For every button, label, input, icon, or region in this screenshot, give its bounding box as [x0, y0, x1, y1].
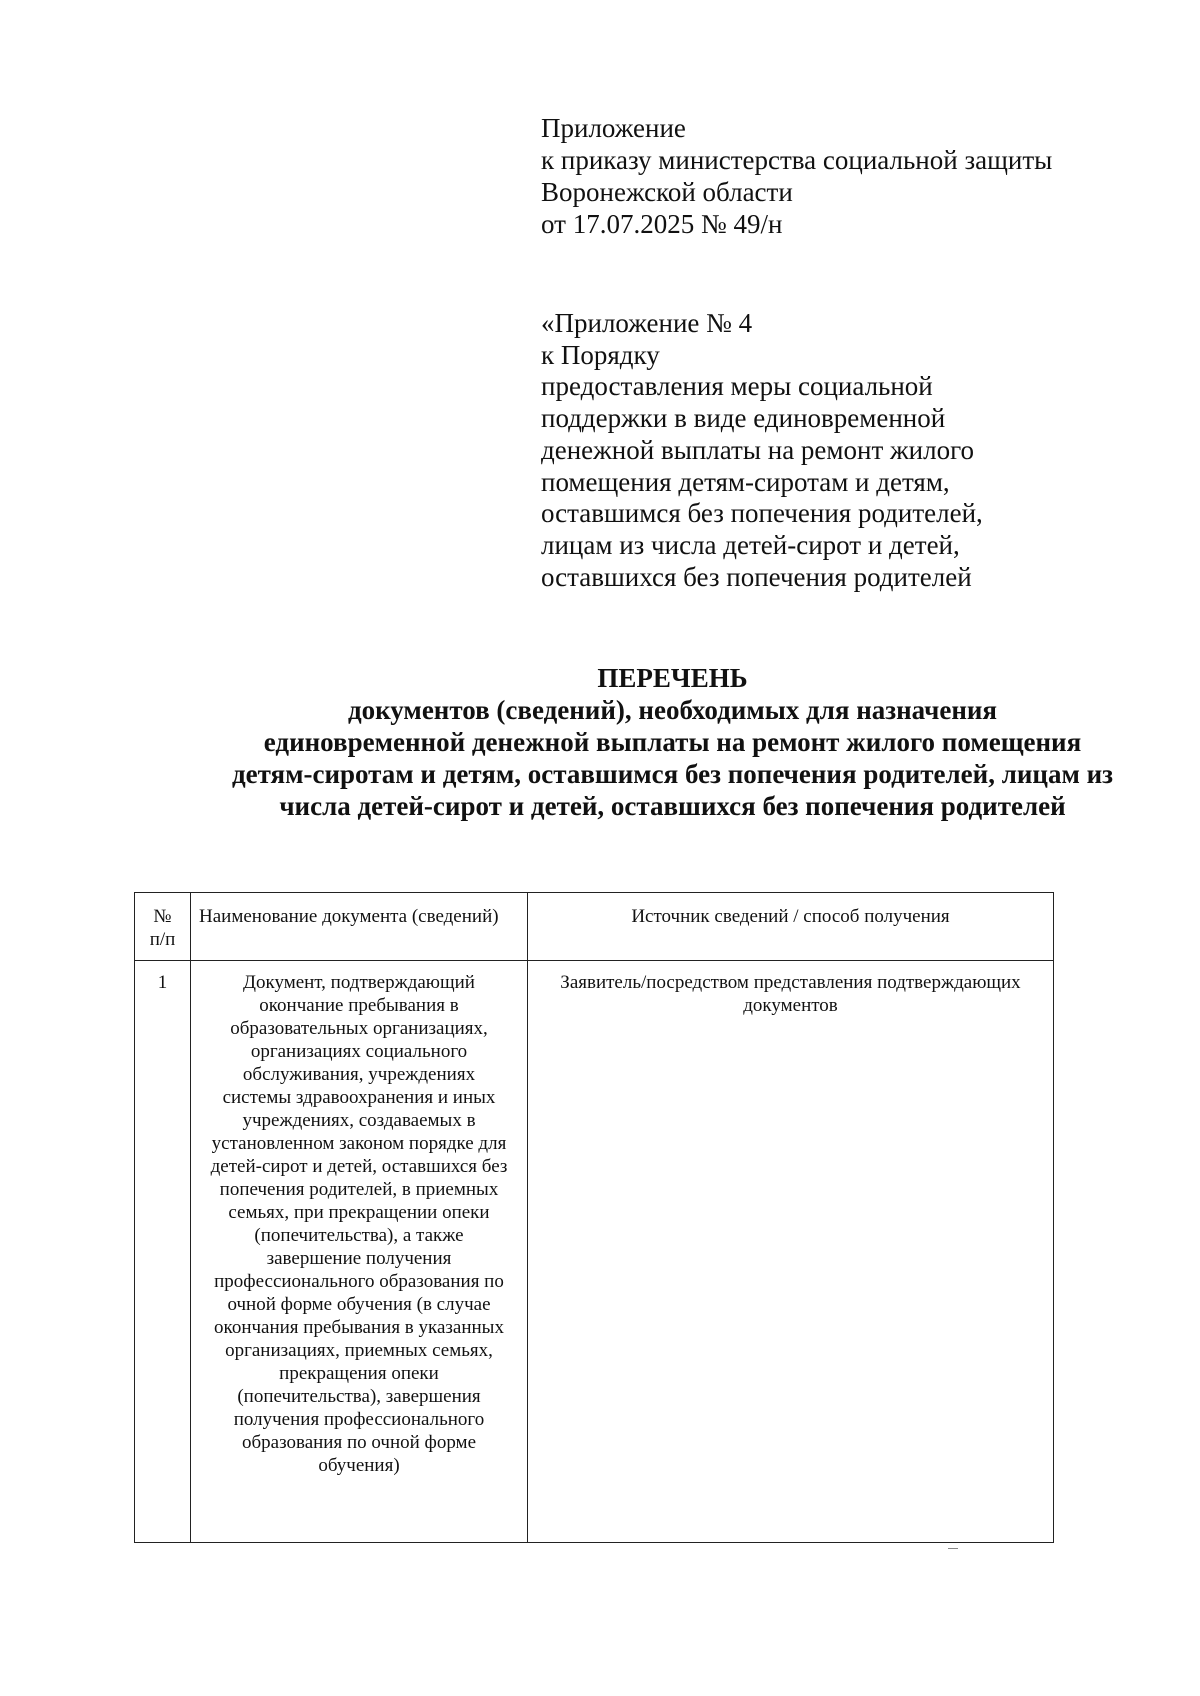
source-line: Заявитель/посредством представления подтверждающих: [560, 972, 1021, 993]
annex-line: Приложение: [541, 113, 686, 143]
document-name-line: очной форме обучения (в случае: [227, 1294, 491, 1315]
table-row: [135, 961, 1054, 1543]
header-number: [135, 893, 191, 961]
row-number: 1: [157, 972, 168, 993]
header-number-symbol: №: [153, 906, 172, 927]
document-name-line: образования по очной форме: [241, 1432, 477, 1453]
row-document-name-cell: [191, 961, 528, 1543]
header-source: [528, 893, 1054, 961]
annex-order-line: денежной выплаты на ремонт жилого: [541, 434, 974, 465]
document-name-line: организациях социального: [250, 1041, 468, 1062]
table-header-row: [135, 893, 1054, 961]
annex-order-line: к Порядку: [541, 339, 660, 370]
document-name-line: прекращения опеки: [279, 1363, 439, 1384]
row-number-cell: [135, 961, 191, 1543]
annex-order-line: предоставления меры социальной: [541, 371, 933, 402]
document-name-line: (попечительства), завершения: [237, 1386, 481, 1407]
row-source-cell: [528, 961, 1054, 1543]
document-name-line: обучения): [318, 1455, 400, 1476]
document-name-line: семьях, при прекращении опеки: [228, 1202, 490, 1223]
document-name-line: детей-сирот и детей, оставшихся без: [210, 1156, 508, 1177]
header-document-name: [191, 893, 528, 961]
document-name-line: учреждениях, создаваемых в: [242, 1110, 476, 1131]
document-name-line: получения профессионального: [233, 1409, 485, 1430]
title-line: числа детей-сирот и детей, оставшихся без попечения родителей: [279, 791, 1066, 821]
document-name-line: попечения родителей, в приемных: [219, 1179, 499, 1200]
annex-order-line: «Приложение № 4: [541, 308, 753, 338]
title-line: детям-сиротам и детям, оставшимся без попечения родителей, лицам из: [231, 759, 1114, 789]
document-name-line: окончания пребывания в указанных: [214, 1317, 504, 1338]
title-line: документов (сведений), необходимых для назначения: [347, 695, 998, 725]
annex-order-line: оставшихся без попечения родителей: [541, 561, 972, 592]
document-name-line: профессионального образования по: [214, 1271, 504, 1292]
document-name-line: установленном законом порядке для: [211, 1133, 507, 1154]
header-number-abbr: п/п: [149, 929, 176, 950]
header-source-label: Источник сведений / способ получения: [631, 906, 950, 927]
source-line: документов: [743, 995, 838, 1016]
document-name-line: окончание пребывания в: [259, 995, 459, 1016]
annex-order-line: лицам из числа детей-сирот и детей,: [541, 529, 960, 560]
document-title: [120, 662, 1200, 822]
annex-line: к приказу министерства социальной защиты: [541, 145, 1053, 175]
document-name-line: организациях, приемных семьях,: [225, 1340, 493, 1361]
document-name-line: образовательных организациях,: [230, 1018, 488, 1039]
document-name-line: (попечительства), а также: [254, 1225, 464, 1246]
documents-table: [134, 892, 1054, 1543]
document-name-line: обслуживания, учреждениях: [242, 1064, 476, 1085]
title-heading: ПЕРЕЧЕНЬ: [597, 663, 748, 693]
document-name-line: Документ, подтверждающий: [243, 972, 475, 993]
annex-header: [541, 112, 1141, 240]
annex-order-line: помещения детям-сиротам и детям,: [541, 466, 950, 497]
annex-order-block: [541, 308, 1141, 593]
annex-line: от 17.07.2025 № 49/н: [541, 209, 783, 239]
document-name-line: завершение получения: [266, 1248, 452, 1269]
document-name-line: системы здравоохранения и иных: [222, 1087, 496, 1108]
header-document-name-label: Наименование документа (сведений): [199, 906, 499, 927]
title-line: единовременной денежной выплаты на ремонт жилого помещения: [263, 727, 1082, 757]
annex-order-line: поддержки в виде единовременной: [541, 403, 946, 434]
scan-mark: [948, 1548, 958, 1549]
annex-line: Воронежской области: [541, 177, 793, 207]
annex-order-line: оставшимся без попечения родителей,: [541, 498, 983, 529]
